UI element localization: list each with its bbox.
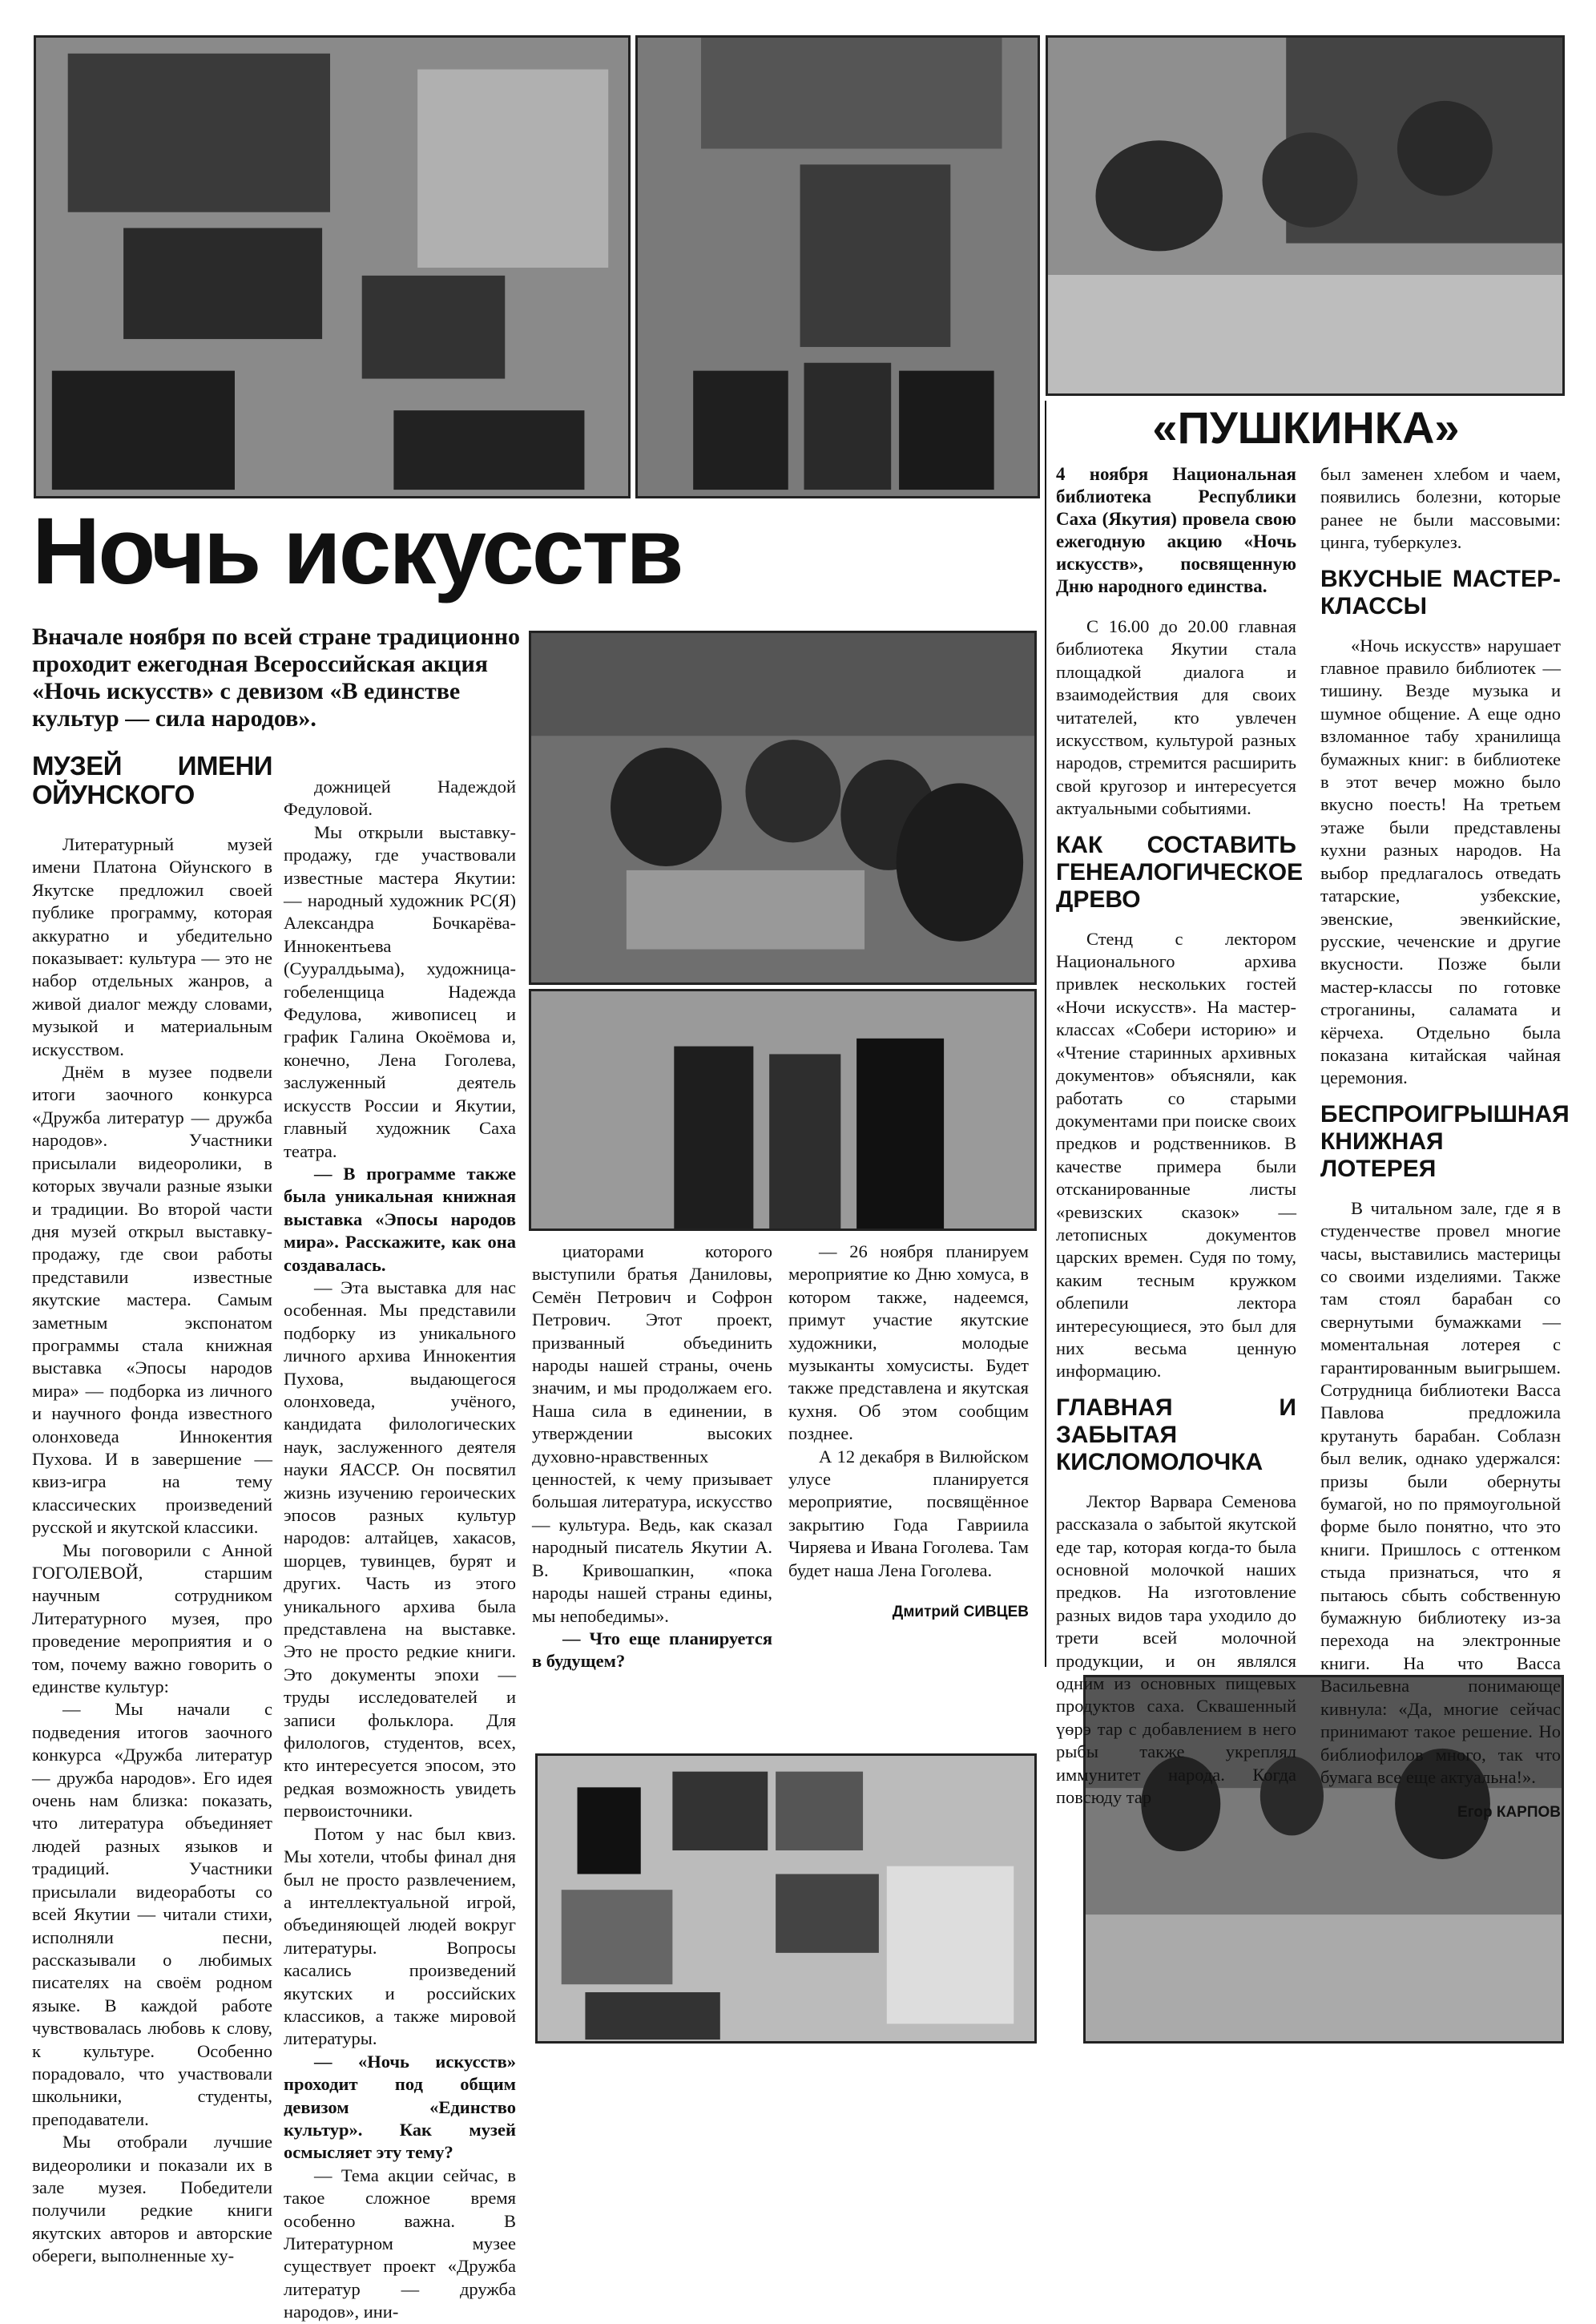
heading-dairy: ГЛАВНАЯ И ЗАБЫТАЯ КИСЛОМОЛОЧКА: [1056, 1394, 1296, 1475]
paragraph: Мы отобрали лучшие видеоролики и показали их в зале музея. Победители получили редкие книги якутских авторов и авторские обереги, выполненные ху-: [32, 2132, 272, 2266]
paragraph: Мы поговорили с Анной ГОГОЛЕВОЙ, старшим научным сотрудником Литературного музея, про проведение мероприятия и о том, почему важно говорить о единстве культур:: [32, 1539, 272, 1697]
paragraph: Стенд с лектором Национального архива привлек нескольких гостей «Ночи искусств». На мастер-классах «Собери историю» и «Чтение старинных архивных документов» объясняли, как работать со старыми документами при поиске своих предков и родственников. В качестве примера были отсканированные листы «ревизских сказок» — летописных документов царских времен. Судя по тому, каким тесным кружком облепили лектора интересующиеся, это был для них весьма ценную информацию.: [1056, 928, 1296, 1382]
photo-paintings-exhibition: [34, 35, 631, 498]
paragraph: Литературный музей имени Платона Ойунского в Якутске предложил своей публике программу, которая аккуратно и убедительно показывает: культура — это не набор отдельных жанров, а живой диалог между словами, музыкой и материальным искусством.: [32, 834, 272, 1059]
lead-paragraph: [32, 623, 521, 732]
paragraph: дожницей Надеждой Федуловой.: [284, 777, 516, 820]
paragraph: Лектор Варвара Семенова рассказала о забытой якутской еде тар, которая когда-то была основной молочкой наших предков. На изготовление разных видов тара уходило до трети всей молочной продукции, и он являлся одним из основных пищевых продуктов саха. Сквашенный үөрэ тар с добавлением в него рыбы также укреплял иммунитет народа. Когда повсюду тар: [1056, 1491, 1296, 1808]
pushkinka-heading: «ПУШКИНКА»: [1152, 402, 1460, 453]
paragraph: Мы открыли выставку-продажу, где участвовали известные мастера Якутии: — народный художник РС(Я) Александра Бочкарёва-Иннокентьева (Сууралдьыма), художница-гобеленщица Надежда Федулова, живописец и график Галина Окоёмова и, конечно, Лена Гоголева, заслуженный деятель искусств России и Якутии, главный художник Саха театра.: [284, 821, 516, 1161]
question: — Что еще планируется в будущем?: [532, 1628, 772, 1672]
paragraph: — Эта выставка для нас особенная. Мы представили подборку из уникального личного архива Иннокентия Пухова, выдающегося олонховеда, учёного, кандидата филологических наук, заслуженного деятеля науки ЯАССР. Он посвятил жизнь изучению героических эпосов разных культур народов: алтайцев, хакасов, шорцев, тувинцев, бурят и других. Часть из этого уникального архива была представлена на выставке. Это не просто редкие книги. Это документы эпохи — труды исследователей и записи фольклора. Для филологов, студентов, всех, кто интересуется эпосом, это редкая возможность увидеть первоисточники.: [284, 1277, 516, 1822]
paragraph: С 16.00 до 20.00 главная библиотека Якутии стала площадкой диалога и взаимодействия для своих читателей, кто увлечен искусством, культурой разных народов, стремится расширить свой кругозор и интересуется актуальными событиями.: [1056, 616, 1296, 819]
author-signature: Егор КАРПОВ: [1457, 1804, 1561, 1822]
column-rule: [1045, 401, 1046, 1667]
paragraph: — Тема акции сейчас, в такое сложное время особенно важна. В Литературном музее существует проект «Дружба литератур — дружба народов», ини-: [284, 2165, 516, 2322]
paragraph: циаторами которого выступили братья Даниловы, Семён Петрович и Софрон Петрович. Этот проект, призванный объединить народы нашей страны, очень значим, и мы продолжаем его. Наша сила в единении, в утверждении высоких духовно-нравственных ценностей, к чему призывает большая литература, искусство — культура. Ведь, как сказал народный писатель Якутии А. В. Кривошапкин, «пока народы нашей страны едины, мы непобедимы».: [532, 1241, 772, 1626]
author-signature: Дмитрий СИВЦЕВ: [892, 1604, 1029, 1621]
paragraph: — 26 ноября планируем мероприятие ко Дню хомуса, в котором также, надеемся, примут участие якутские художники, молодые музыканты хомусисты. Будет также представлена и якутская кухня. Об этом сообщим позднее.: [788, 1241, 1029, 1444]
heading-tasty-masterclasses: ВКУСНЫЕ МАСТЕР-КЛАССЫ: [1320, 565, 1561, 619]
paragraph: В читальном зале, где я в студенчестве провел многие часы, выставились мастерицы со своими изделиями. Также там стоял барабан со свернутыми бумажками — моментальная лотерея с гарантированным выигрышем. Сотрудница библиотеки Васса Павлова предложила крутануть барабан. Соблазн был велик, однако удержался: призы были обернуты бумагой, но по прямоугольной форме было понятно, что это книги. Пришлось с оттенком стыда признаться, что я пытаюсь сбыть собственную бумажную библиотеку из-за перехода на электронные книги. На что Васса Васильевна понимающе кивнула: «Да, многие сейчас принимают такое решение. Но библиофилов много, так что бумага все еще актуальна!».: [1320, 1197, 1561, 1787]
paragraph: был заменен хлебом и чаем, появились болезни, которые ранее не были массовыми: цинга, туберкулез.: [1320, 464, 1561, 553]
paragraph: Днём в музее подвели итоги заочного конкурса «Дружба литератур — дружба народов». Участники присылали видеоролики, в которых звучали разные языки и традиции. Во второй части дня музей открыл выставку-продажу, где свои работы представили известные якутские мастера. Самым заметным экспонатом программы стала книжная выставка «Эпосы народов мира» — подборка из личного и научного фонда известного олонховеда Иннокентия Пухова. И в завершение — квиз-игра на тему классических произведений русской и якутской классики.: [32, 1062, 272, 1538]
paragraph: А 12 декабря в Вилюйском улусе планируется мероприятие, посвящённое закрытию Года Гавриила Чиряева и Ивана Гоголева. Там будет наша Лена Гоголева.: [788, 1446, 1029, 1580]
pushkinka-lead: 4 ноября Национальная библиотека Республики Саха (Якутия) провела свою ежегодную акцию «Ночь искусств», посвященную Дню народного единства.: [1056, 464, 1296, 596]
heading-lottery: БЕСПРОИГРЫШНАЯ КНИЖНАЯ ЛОТЕРЕЯ: [1320, 1100, 1570, 1182]
page-title: Ночь искусств: [32, 498, 682, 604]
paragraph: — Мы начали с подведения итогов заочного конкурса «Дружба литератур — дружба народов». Его идея очень нам близка: показать, что литература объединяет людей разных языков и традиций. Участники присылали видеоработы со всей Якутии — читали стихи, исполняли песни, рассказывали о любимых писателях на своём родном языке. В каждой работе чувствовалась любовь к слову, к культуре. Особенно порадовало, что участвовали школьники, студенты, преподаватели.: [32, 1699, 272, 2129]
question: — «Ночь искусств» проходит под общим девизом «Единство культур». Как музей осмысляет эту тему?: [284, 2051, 516, 2163]
photo-tapestries: [635, 35, 1040, 498]
photo-library-workshop: [1046, 35, 1565, 396]
photo-women-table: [529, 631, 1037, 985]
pushkinka-col-a: [1056, 463, 1304, 1809]
museum-col-3: [532, 1241, 772, 1673]
museum-heading: МУЗЕЙ ИМЕНИ ОЙУНСКОГО: [32, 751, 272, 809]
photo-craft-tiles: [535, 1753, 1037, 2044]
question: — В программе также была уникальная книжная выставка «Эпосы народов мира». Расскажите, как она создавалась.: [284, 1163, 516, 1275]
paragraph: Потом у нас был квиз. Мы хотели, чтобы финал дня был не просто развлечением, а интеллектуальной игрой, объединяющей людей вокруг литературы. Вопросы касались произведений якутских и российских классиков, а также мировой литературы.: [284, 1823, 516, 2049]
museum-col-2: [284, 776, 516, 2324]
heading-family-tree: КАК СОСТАВИТЬ ГЕНЕАЛОГИЧЕСКОЕ ДРЕВО: [1056, 831, 1304, 913]
photo-three-women: [529, 989, 1037, 1231]
museum-col-4: [788, 1241, 1029, 1624]
lead-text: Вначале ноября по всей стране традиционно проходит ежегодная Всероссийская акция «Ночь искусств» с девизом «В единстве культур — сила народов».: [32, 623, 521, 732]
museum-col-1: [32, 744, 272, 2268]
pushkinka-col-b: [1320, 463, 1570, 1825]
paragraph: «Ночь искусств» нарушает главное правило библиотек — тишину. Везде музыка и шумное общение. А еще одно взломанное табу хранилища бумажных книг: в библиотеке в этот вечер можно было вкусно поесть! На третьем этаже были представлены кухни разных народов. На выбор предлагалось отведать татарские, узбекские, эвенские, эвенкийские, русские, чеченские и другие вкусности. Позже были мастер-классы по готовке строганины, саламата и кёрчеха. Отдельно была показана китайская чайная церемония.: [1320, 635, 1561, 1088]
